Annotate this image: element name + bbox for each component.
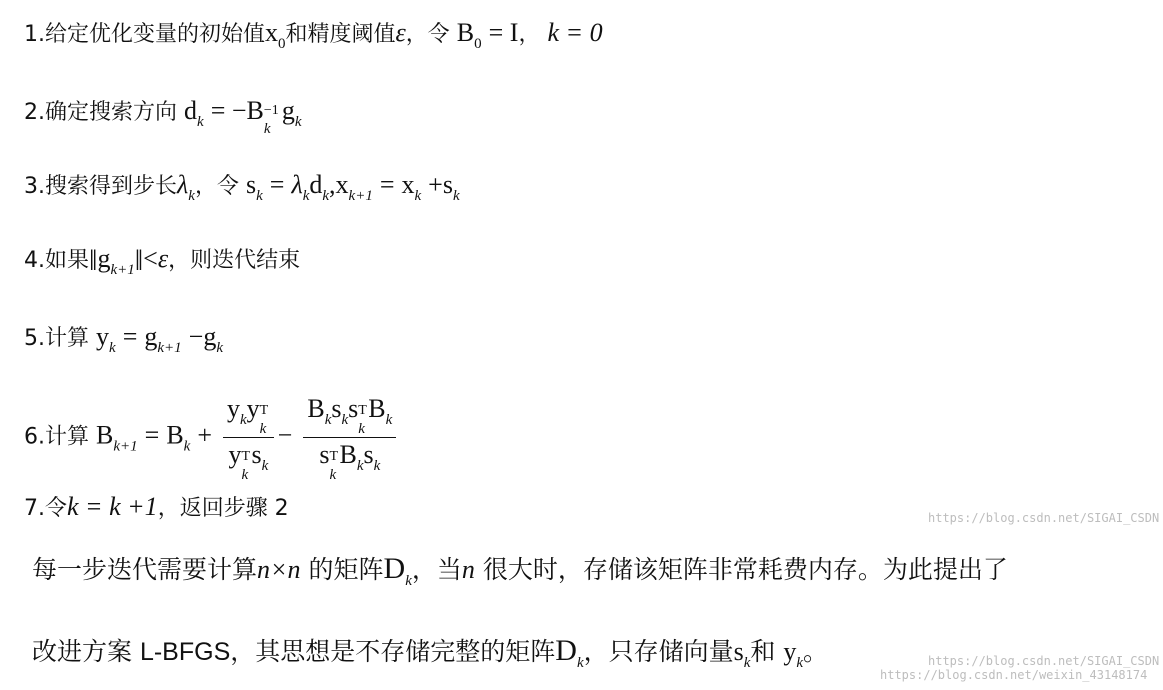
k-increment: k = k +1	[67, 492, 158, 521]
step-number: 6.	[24, 424, 45, 450]
paragraph-text: 改进方案	[32, 637, 140, 666]
step-text: 给定优化变量的初始值	[45, 22, 266, 47]
equals: =	[379, 170, 395, 199]
less-than: <	[143, 244, 158, 273]
norm-bar-left: ‖	[89, 244, 98, 277]
fraction-numerator: $y_ky$ T k	[223, 392, 274, 438]
paragraph-text: 每一步迭代需要计算	[32, 555, 258, 584]
var-B: B	[456, 18, 475, 47]
superscript: T	[358, 403, 367, 418]
fraction-denominator: s T k $B_ks_k$	[319, 440, 381, 483]
fraction-numerator: $B_ks_ks$ T k $B_k$	[303, 392, 396, 438]
superscript: −1	[263, 103, 279, 118]
var-s: s	[245, 170, 257, 199]
var-x: x	[335, 170, 349, 199]
paragraph-text: 和	[750, 637, 784, 666]
var-x: x	[401, 170, 415, 199]
step-2	[24, 96, 302, 137]
step-text: 计算	[45, 326, 90, 351]
paragraph-text: 的矩阵	[300, 555, 384, 584]
step-number: 3.	[24, 174, 45, 199]
subscript: k+1	[110, 262, 135, 278]
paragraph-text: ，只存储向量	[583, 637, 734, 666]
var-nxn: n×n	[257, 555, 301, 584]
paragraph-text: ，其思想是不存储完整的矩阵	[230, 637, 556, 666]
subscript: 0	[278, 36, 286, 52]
subscript: k+1	[348, 188, 373, 204]
subscript: k	[576, 655, 584, 671]
paragraph-line-1	[32, 552, 1008, 598]
step-text: 计算	[45, 424, 90, 450]
step-number: 4.	[24, 248, 45, 273]
k-init: k = 0	[547, 18, 603, 47]
var-g: g	[203, 322, 217, 351]
subscript: k	[263, 121, 271, 137]
norm-bar-right: ‖	[134, 244, 144, 277]
step-text: ，返回步骤 2	[157, 496, 289, 521]
minus: −	[277, 420, 293, 450]
var-B: B	[166, 420, 184, 450]
subscript: k	[183, 438, 191, 455]
step-6	[24, 392, 400, 485]
fraction-bssb	[303, 392, 396, 483]
var-n: n	[461, 555, 475, 584]
subscript: k	[743, 655, 751, 671]
paragraph-text: 。	[803, 637, 829, 666]
subscript: k	[109, 340, 116, 356]
subscript: 0	[474, 36, 482, 52]
var-y: y	[96, 322, 110, 351]
step-text: ，令	[194, 174, 239, 199]
subscript: k	[302, 188, 310, 204]
var-epsilon: ε	[395, 18, 406, 47]
subscript: k+1	[113, 438, 138, 455]
var-lambda: λ	[291, 170, 303, 199]
subscript: k	[256, 188, 263, 204]
step-text: 搜索得到步长	[45, 174, 178, 199]
step-number: 7.	[24, 496, 45, 521]
paragraph-text: ，当	[411, 555, 462, 584]
var-g: g	[281, 96, 295, 125]
plus: +	[428, 170, 443, 199]
step-text: ，令	[405, 22, 450, 47]
step-text: 确定搜索方向	[45, 100, 178, 125]
fraction-denominator: y T k $s_k$	[228, 440, 269, 483]
equals: =	[144, 420, 160, 450]
step-number: 2.	[24, 100, 45, 125]
equals: =	[269, 170, 285, 199]
step-3	[24, 170, 460, 211]
subscript: k	[405, 573, 412, 589]
paragraph-line-2	[32, 634, 828, 680]
var-s: s	[442, 170, 453, 199]
var-x: x	[265, 18, 279, 47]
watermark: https://blog.csdn.net/weixin_43148174	[880, 668, 1148, 682]
subscript: k	[216, 340, 223, 356]
equals: =	[122, 322, 138, 351]
var-d: d	[184, 96, 198, 125]
step-text: 令	[45, 496, 68, 521]
identity-eq: = I	[488, 18, 519, 47]
subscript: k	[796, 655, 804, 671]
var-lambda: λ	[177, 170, 189, 199]
step-number: 1.	[24, 22, 45, 47]
step-5	[24, 322, 223, 363]
step-7	[24, 492, 289, 524]
fraction-yy	[223, 392, 274, 483]
var-D: D	[383, 552, 406, 585]
subscript: k	[197, 114, 204, 130]
minus: −	[188, 322, 204, 351]
step-4	[24, 244, 300, 285]
neg-B: = −B	[210, 96, 264, 125]
watermark: https://blog.csdn.net/SIGAI_CSDN	[928, 511, 1160, 525]
step-text: ，则迭代结束	[168, 248, 301, 273]
step-text: ，	[518, 22, 541, 47]
subscript: k+1	[157, 340, 182, 356]
var-D: D	[555, 634, 577, 667]
comma: ,	[329, 170, 336, 199]
plus: +	[197, 420, 212, 450]
subscript: k	[452, 188, 460, 204]
var-g: g	[144, 322, 158, 351]
watermark: https://blog.csdn.net/SIGAI_CSDN	[928, 654, 1160, 668]
method-name: L-BFGS	[139, 638, 231, 666]
step-text: 和精度阈值	[285, 22, 396, 47]
step-1	[24, 18, 603, 59]
var-epsilon: ε	[157, 244, 169, 273]
subscript: k	[294, 114, 302, 130]
step-number: 5.	[24, 326, 45, 351]
var-d: d	[309, 170, 323, 199]
subscript: k	[414, 188, 422, 204]
var-y: y	[783, 637, 797, 666]
step-text: 如果	[45, 248, 90, 273]
var-s: s	[733, 637, 744, 666]
paragraph-text: 很大时，存储该矩阵非常耗费内存。为此提出了	[474, 555, 1008, 584]
subscript: k	[188, 188, 195, 204]
subscript: k	[322, 188, 330, 204]
superscript: T	[241, 449, 250, 464]
superscript: T	[259, 403, 269, 418]
var-g: g	[97, 244, 111, 273]
var-B: B	[96, 420, 114, 450]
superscript: T	[329, 449, 339, 464]
sub-sup-group	[263, 103, 282, 137]
